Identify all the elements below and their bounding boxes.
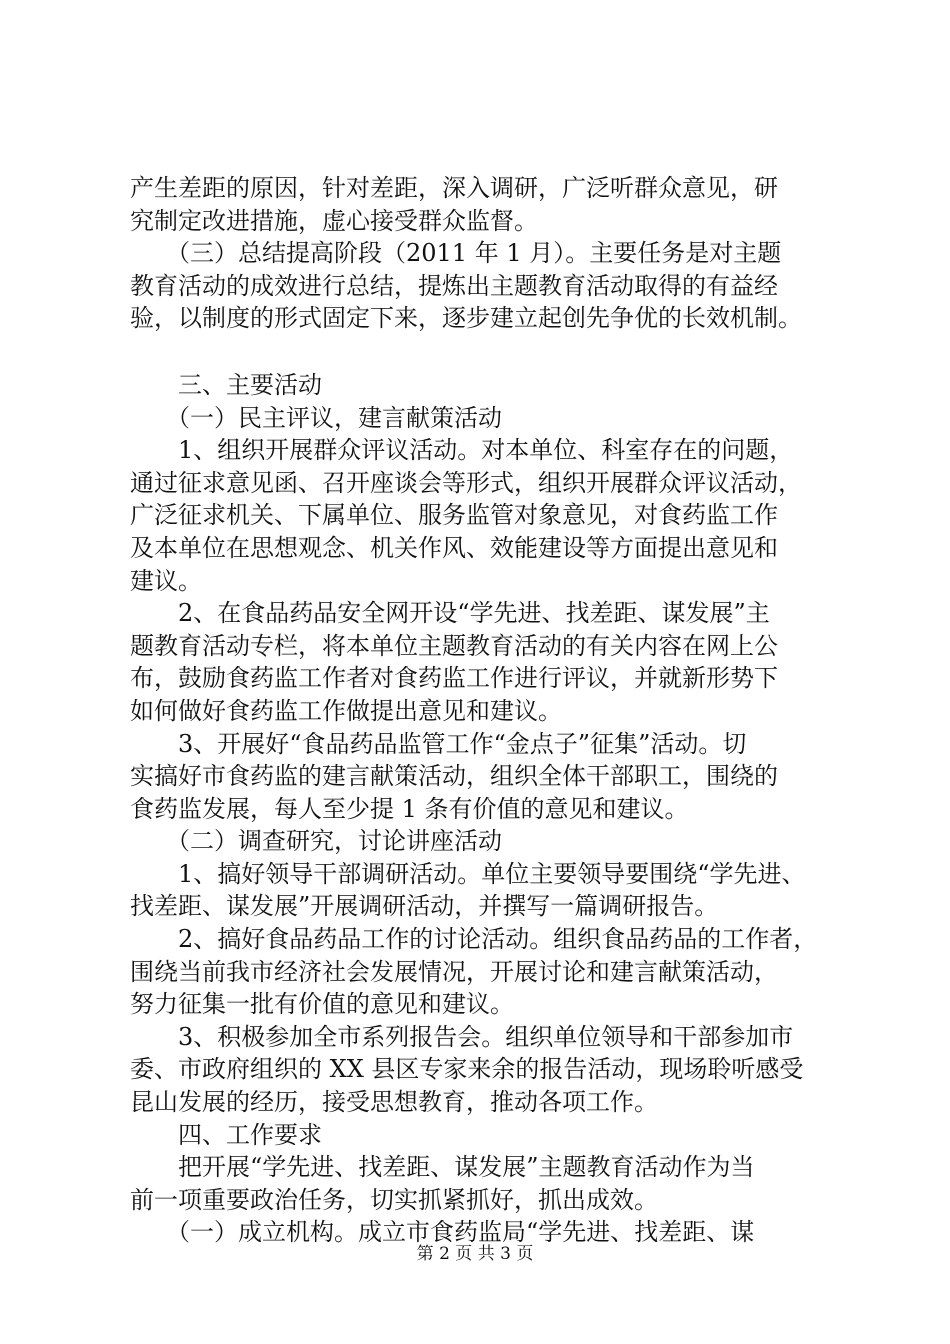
text-line: 通过征求意见函、召开座谈会等形式，组织开展群众评议活动， xyxy=(130,468,802,497)
text-line: 布，鼓励食药监工作者对食药监工作进行评议，并就新形势下 xyxy=(130,664,778,693)
text-line: 3、开展好“食品药品监管工作“金点子”征集”活动。切 xyxy=(130,729,747,758)
text-line: 1、搞好领导干部调研活动。单位主要领导要围绕“学先进、 xyxy=(130,859,806,888)
text-line: （三）总结提高阶段（2011 年 1 月）。主要任务是对主题 xyxy=(130,239,782,268)
text-line: 昆山发展的经历，接受思想教育，推动各项工作。 xyxy=(130,1088,658,1117)
text-line: 3、积极参加全市系列报告会。组织单位领导和干部参加市 xyxy=(130,1022,794,1051)
text-line: 2、搞好食品药品工作的讨论活动。组织食品药品的工作者， xyxy=(130,925,818,954)
text-line: （一）成立机构。成立市食药监局“学先进、找差距、谋 xyxy=(130,1218,755,1247)
text-line: 及本单位在思想观念、机关作风、效能建设等方面提出意见和 xyxy=(130,533,778,562)
text-line: 建议。 xyxy=(130,566,202,595)
text-line: 四、工作要求 xyxy=(130,1120,322,1149)
document-body xyxy=(130,172,830,1249)
text-line: 广泛征求机关、下属单位、服务监管对象意见，对食药监工作 xyxy=(130,501,778,530)
text-line: 委、市政府组织的 XX 县区专家来余的报告活动，现场聆听感受 xyxy=(130,1055,804,1084)
text-line: 三、主要活动 xyxy=(130,370,322,399)
page-footer: 第 2 页 共 3 页 xyxy=(416,1244,534,1264)
text-line: （二）调查研究，讨论讲座活动 xyxy=(130,827,502,856)
text-line: 前一项重要政治任务，切实抓紧抓好，抓出成效。 xyxy=(130,1185,658,1214)
text-line: 食药监发展，每人至少提 1 条有价值的意见和建议。 xyxy=(130,794,689,823)
text-line: 如何做好食药监工作做提出意见和建议。 xyxy=(130,696,562,725)
text-line: 题教育活动专栏，将本单位主题教育活动的有关内容在网上公 xyxy=(130,631,778,660)
text-line: 产生差距的原因，针对差距，深入调研，广泛听群众意见，研 xyxy=(130,174,778,202)
text-line: 努力征集一批有价值的意见和建议。 xyxy=(130,990,514,1019)
paragraph-gap xyxy=(130,335,830,369)
text-line: （一）民主评议，建言献策活动 xyxy=(130,403,502,432)
text-line: 围绕当前我市经济社会发展情况，开展讨论和建言献策活动， xyxy=(130,957,778,986)
text-line: 找差距、谋发展”开展调研活动，并撰写一篇调研报告。 xyxy=(130,892,719,921)
text-line: 教育活动的成效进行总结，提炼出主题教育活动取得的有益经 xyxy=(130,271,778,300)
text-line: 究制定改进措施，虚心接受群众监督。 xyxy=(130,206,538,235)
text-line: 验，以制度的形式固定下来，逐步建立起创先争优的长效机制。 xyxy=(130,304,802,333)
text-line: 实搞好市食药监的建言献策活动，组织全体干部职工，围绕的 xyxy=(130,762,778,791)
text-line: 把开展“学先进、找差距、谋发展”主题教育活动作为当 xyxy=(130,1153,755,1182)
text-line: 2、在食品药品安全网开设“学先进、找差距、谋发展”主 xyxy=(130,599,770,628)
text-line: 1、组织开展群众评议活动。对本单位、科室存在的问题， xyxy=(130,436,794,465)
